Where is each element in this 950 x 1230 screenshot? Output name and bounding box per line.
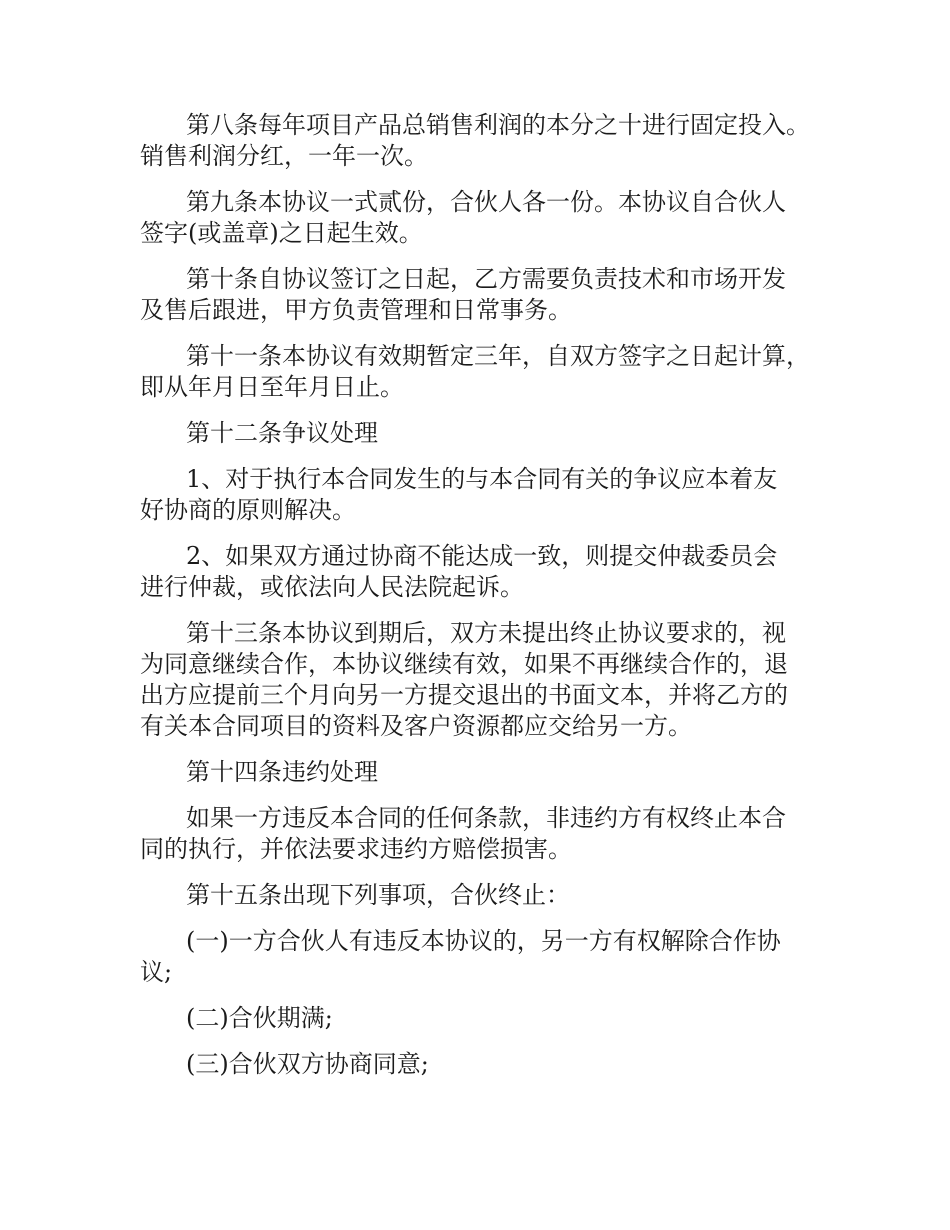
clause-8: 第八条每年项目产品总销售利润的本分之十进行固定投入。 销售利润分红，一年一次。 bbox=[140, 111, 810, 170]
clause-15-item-3: (三)合伙双方协商同意; bbox=[186, 1050, 429, 1078]
clause-12-heading: 第十二条争议处理 bbox=[186, 419, 378, 447]
clause-9: 第九条本协议一式贰份，合伙人各一份。本协议自合伙人 签字(或盖章)之日起生效。 bbox=[140, 188, 786, 247]
clause-13: 第十三条本协议到期后，双方未提出终止协议要求的，视 为同意继续合作，本协议继续有效，如果不再继续合作的，退 出方应提前三个月向另一方提交退出的书面文本，并将乙方的 有关本合同项目的资料及客户资源都应交给另一方。 bbox=[140, 619, 788, 740]
clause-15-item-1: (一)一方合伙人有违反本协议的，另一方有权解除合作协 议; bbox=[140, 927, 781, 986]
clause-15-item-2: (二)合伙期满; bbox=[186, 1004, 333, 1032]
clause-14-body: 如果一方违反本合同的任何条款，非违约方有权终止本合 同的执行，并依法要求违约方赔偿损害。 bbox=[140, 804, 786, 863]
clause-12-item-1: 1、对于执行本合同发生的与本合同有关的争议应本着友 好协商的原则解决。 bbox=[140, 465, 778, 524]
document-body bbox=[140, 110, 820, 1095]
clause-15-heading: 第十五条出现下列事项，合伙终止： bbox=[186, 881, 570, 909]
clause-10: 第十条自协议签订之日起，乙方需要负责技术和市场开发 及售后跟进，甲方负责管理和日常事务。 bbox=[140, 265, 786, 324]
clause-14-heading: 第十四条违约处理 bbox=[186, 758, 378, 786]
clause-11: 第十一条本协议有效期暂定三年，自双方签字之日起计算， 即从年月日至年月日止。 bbox=[140, 342, 810, 401]
clause-12-item-2: 2、如果双方通过协商不能达成一致，则提交仲裁委员会 进行仲裁，或依法向人民法院起诉。 bbox=[140, 542, 778, 601]
